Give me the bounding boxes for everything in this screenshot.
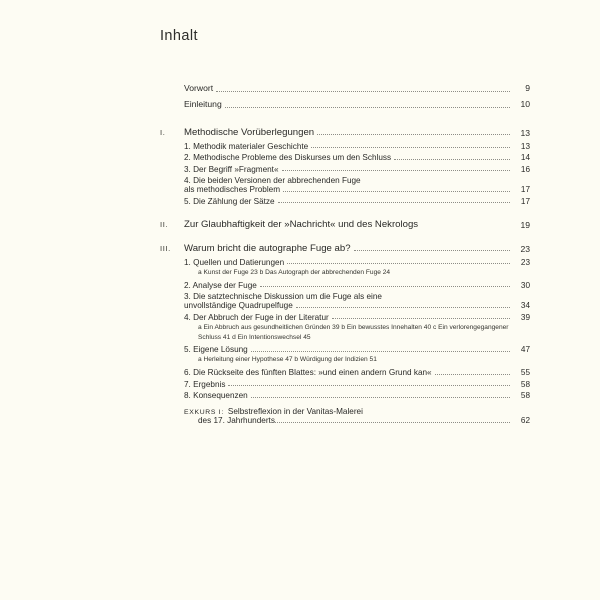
- toc-entry-page: 10: [520, 98, 530, 109]
- section-label: 1. Quellen und Datierungen: [184, 257, 285, 267]
- section-label: 4. Der Abbruch der Fuge in der Literatur: [184, 312, 329, 322]
- section-page: 39: [520, 312, 530, 322]
- section-page: 23: [520, 257, 530, 267]
- section-i-3[interactable]: [184, 165, 530, 174]
- table-of-contents: [160, 82, 530, 425]
- section-label-line1: 4. Die beiden Versionen der abbrechenden Fuge: [184, 176, 361, 186]
- section-label: 7. Ergebnis: [184, 379, 226, 389]
- chapter-i-sections: [184, 142, 530, 206]
- section-iii-8[interactable]: [184, 391, 530, 400]
- leader-dots: [394, 158, 510, 160]
- subsection-list: a Kunst der Fuge 23 b Das Autograph der abbrechenden Fuge 24: [198, 268, 391, 276]
- leader-dots: [332, 317, 510, 319]
- front-matter-list: [160, 82, 530, 111]
- section-iii-5[interactable]: [184, 345, 530, 365]
- leader-dots: [260, 285, 510, 287]
- chapter-i-heading[interactable]: [160, 127, 530, 138]
- section-i-5[interactable]: [184, 197, 530, 206]
- toc-entry-label: Vorwort: [184, 83, 214, 93]
- leader-dots: [228, 384, 510, 386]
- excursus-title-line2: des 17. Jahrhunderts: [198, 416, 275, 426]
- excursus-title: Selbstreflexion in der Vanitas-Malerei: [227, 407, 363, 417]
- section-label: 2. Methodische Probleme des Diskurses um den Schluss: [184, 153, 392, 163]
- leader-dots: [251, 350, 510, 352]
- chapter-numeral: III.: [160, 244, 171, 254]
- section-iii-3[interactable]: [184, 292, 530, 310]
- section-label-line2: als methodisches Problem: [184, 185, 281, 195]
- chapter-iii: [160, 243, 530, 425]
- section-i-1[interactable]: [184, 142, 530, 151]
- subsection-list: a Ein Abbruch aus gesundheitlichen Gründen 39 b Ein bewusstes Innehalten 40 c Ein verlorengegangener Schluss 41 d Ein Intentionswechsel 45: [198, 323, 509, 341]
- leader-dots: [435, 373, 510, 375]
- section-label-line2: unvollständige Quadrupelfuge: [184, 301, 293, 310]
- section-i-4[interactable]: [184, 176, 530, 194]
- chapter-page: 23: [520, 243, 530, 254]
- section-label: 6. Die Rückseite des fünften Blattes: »und einen andern Grund kan«: [184, 368, 432, 378]
- leader-dots: [311, 146, 510, 148]
- leader-dots: [317, 133, 510, 135]
- chapter-i: [160, 127, 530, 206]
- section-page: 47: [520, 345, 530, 355]
- section-page: 55: [520, 368, 530, 378]
- leader-dots: [216, 90, 510, 92]
- section-page: 17: [520, 196, 530, 206]
- section-page: 58: [520, 391, 530, 401]
- chapter-iii-sections: [184, 258, 530, 400]
- toc-entry-einleitung[interactable]: [160, 98, 530, 111]
- page-title: Inhalt: [160, 28, 198, 44]
- leader-dots: [287, 262, 510, 264]
- subsection-list: a Herleitung einer Hypothese 47 b Würdigung der Indizien 51: [198, 356, 377, 364]
- leader-dots: [421, 226, 510, 227]
- chapter-ii-heading[interactable]: [160, 219, 530, 230]
- section-iii-2[interactable]: [184, 281, 530, 290]
- chapter-numeral: I.: [160, 128, 166, 138]
- excursus-tag: EXKURS I:: [184, 409, 224, 417]
- section-iii-6[interactable]: [184, 368, 530, 377]
- section-page: 34: [520, 301, 530, 310]
- section-iii-1[interactable]: [184, 258, 530, 278]
- section-label-line1: 3. Die satztechnische Diskussion um die Fuge als eine: [184, 292, 382, 301]
- section-iii-4[interactable]: [184, 313, 530, 343]
- toc-entry-label: Einleitung: [184, 98, 222, 109]
- leader-dots: [282, 169, 510, 171]
- leader-dots: [275, 421, 510, 423]
- section-label: 5. Die Zählung der Sätze: [184, 196, 275, 206]
- chapter-title: Methodische Vorüberlegungen: [184, 126, 315, 138]
- section-label: 3. Der Begriff »Fragment«: [184, 164, 279, 174]
- leader-dots: [278, 201, 510, 203]
- leader-dots: [225, 106, 510, 108]
- section-page: 17: [520, 185, 530, 195]
- excursus-page: 62: [520, 416, 530, 426]
- chapter-numeral: II.: [160, 220, 169, 230]
- toc-entry-page: 9: [525, 83, 530, 93]
- section-page: 14: [520, 153, 530, 163]
- excursus-i[interactable]: [160, 407, 530, 425]
- section-page: 16: [520, 164, 530, 174]
- leader-dots: [283, 190, 510, 192]
- leader-dots: [354, 249, 510, 251]
- section-iii-7[interactable]: [184, 380, 530, 389]
- section-page: 13: [520, 141, 530, 151]
- section-page: 30: [520, 280, 530, 290]
- section-label: 5. Eigene Lösung: [184, 345, 248, 355]
- chapter-page: 19: [520, 219, 530, 230]
- chapter-title: Warum bricht die autographe Fuge ab?: [184, 242, 351, 254]
- chapter-ii: [160, 219, 530, 230]
- chapter-page: 13: [520, 127, 530, 138]
- section-i-2[interactable]: [184, 153, 530, 162]
- section-page: 58: [520, 379, 530, 389]
- section-label: 2. Analyse der Fuge: [184, 280, 257, 290]
- leader-dots: [251, 396, 510, 398]
- chapter-iii-heading[interactable]: [160, 243, 530, 254]
- toc-entry-vorwort[interactable]: [160, 82, 530, 95]
- leader-dots: [296, 306, 510, 308]
- chapter-title: Zur Glaubhaftigkeit der »Nachricht« und des Nekrologs: [184, 218, 419, 230]
- section-label: 8. Konsequenzen: [184, 391, 248, 401]
- section-label: 1. Methodik materialer Geschichte: [184, 141, 309, 151]
